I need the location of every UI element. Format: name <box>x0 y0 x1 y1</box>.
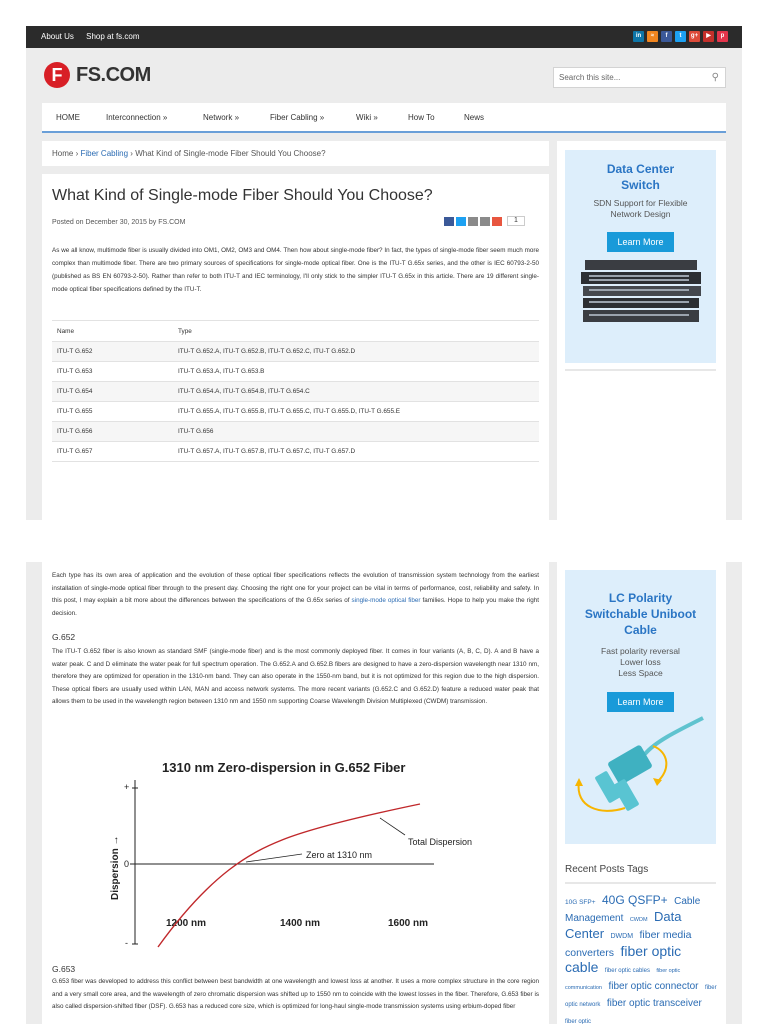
cell: ITU-T G.654.A, ITU-T G.654.B, ITU-T G.654.C <box>173 382 539 402</box>
tag-link[interactable]: 40G QSFP+ <box>601 893 668 907</box>
y-zero-label: 0 <box>124 859 130 869</box>
page-title: What Kind of Single-mode Fiber Should You Choose? <box>52 187 433 204</box>
tag-link[interactable]: Cable Management <box>565 896 701 924</box>
ad-sub-line: Less Space <box>618 668 663 678</box>
cell: ITU-T G.654 <box>52 382 173 402</box>
article-top <box>42 174 549 520</box>
lc-cable-product-image <box>565 712 716 816</box>
col-type: Type <box>173 321 539 342</box>
nav-wiki[interactable]: Wiki » <box>356 113 378 122</box>
y-minus-label: - <box>125 938 128 948</box>
ad-heading-line: Data Center <box>606 162 675 176</box>
table-row <box>52 442 539 462</box>
paragraph-intro-types <box>52 570 539 620</box>
ad-heading-line: Switch <box>621 178 660 192</box>
table-row <box>52 362 539 382</box>
share-count: 1 <box>507 216 525 226</box>
youtube-icon[interactable]: ▶ <box>703 31 714 42</box>
ad-heading <box>565 161 716 193</box>
share-print-icon[interactable] <box>480 217 490 226</box>
top-bar <box>26 26 742 48</box>
ad-data-center-switch[interactable] <box>565 150 716 363</box>
sidebar-divider <box>565 369 716 371</box>
search-box[interactable] <box>553 67 726 88</box>
breadcrumb-category[interactable]: Fiber Cabling <box>80 149 129 158</box>
site-name: FS.COM <box>76 63 151 86</box>
search-input[interactable]: Search this site... <box>559 73 621 82</box>
x-tick-1600: 1600 nm <box>388 918 429 929</box>
tag-link[interactable]: DWDM <box>610 933 634 940</box>
cell: ITU-T G.652.A, ITU-T G.652.B, ITU-T G.652.C, ITU-T G.652.D <box>173 342 539 362</box>
tag-link[interactable]: Data Center <box>565 909 682 941</box>
fs-logo-icon: F <box>44 62 70 88</box>
ad-lc-polarity-cable[interactable] <box>565 570 716 844</box>
social-icons <box>633 31 728 42</box>
ad-heading <box>565 590 716 638</box>
cell: ITU-T G.653 <box>52 362 173 382</box>
cell: ITU-T G.653.A, ITU-T G.653.B <box>173 362 539 382</box>
site-logo[interactable] <box>44 62 151 88</box>
tag-link[interactable]: CWDM <box>629 917 648 923</box>
nav-home[interactable]: HOME <box>56 113 80 122</box>
switch-product-image <box>565 258 716 338</box>
breadcrumb-sep: › <box>130 149 133 158</box>
single-mode-fiber-link[interactable]: single-mode optical fiber <box>351 597 421 604</box>
cell: ITU-T G.657 <box>52 442 173 462</box>
paragraph-g652: The ITU-T G.652 fiber is also known as standard SMF (single-mode fiber) and is the most commonly deployed fiber. It comes in four variants (A, B, C, D). A and B have a water peak. C and D eliminate the water peak for full spectrum operation. The G.652.A and G.652.B fibers are designed to have a zero-dispersion wavelength near 1310 nm, therefore they are optimized for operation in the 1310-nm band. They can also operate in the 1550-nm band, but it is not optimized for this region due to the high dispersion. These optical fibers are usually used within LAN, MAN and access network systems. The more recent variants (G.652.C and G.652.D) feature a reduced water peak that allows them to be used in the wavelength region between 1310 nm and 1550 nm supporting Coarse Wavelength Division Multiplexed (CWDM) transmission. <box>52 648 539 705</box>
cell: ITU-T G.655 <box>52 402 173 422</box>
share-twitter-icon[interactable] <box>456 217 466 226</box>
about-us-link[interactable]: About Us <box>41 32 74 41</box>
ad-sub-line: Fast polarity reversal <box>601 646 680 656</box>
learn-more-button[interactable]: Learn More <box>607 232 673 252</box>
spec-table <box>52 320 539 462</box>
tag-link[interactable]: fiber optic communication <box>565 968 681 991</box>
ad-sub-line: SDN Support for Flexible <box>593 198 688 208</box>
tag-link[interactable]: fiber optic transceiver <box>606 998 702 1009</box>
post-meta: Posted on December 30, 2015 by FS.COM <box>52 219 186 226</box>
breadcrumb-current: What Kind of Single-mode Fiber Should You Choose? <box>135 149 326 158</box>
recent-posts-tags-title: Recent Posts Tags <box>565 864 649 875</box>
ad-sub-line: Lower loss <box>620 657 661 667</box>
share-facebook-icon[interactable] <box>444 217 454 226</box>
tag-link[interactable]: fiber optic <box>565 1019 592 1024</box>
table-row <box>52 342 539 362</box>
heading-g652: G.652 <box>52 632 76 642</box>
tag-cloud <box>565 893 719 1024</box>
share-bar <box>444 216 525 226</box>
ad-heading-line: Switchable Uniboot <box>584 607 697 621</box>
table-row <box>52 402 539 422</box>
figure-ylabel: Dispersion → <box>110 835 121 900</box>
y-plus-label: + <box>124 782 130 792</box>
ad-heading-line: LC Polarity <box>608 591 673 605</box>
tag-link[interactable]: fiber optic cables <box>604 968 650 974</box>
x-tick-1400: 1400 nm <box>280 918 321 929</box>
dispersion-figure <box>62 752 482 957</box>
tag-link[interactable]: fiber optic connector <box>608 981 699 992</box>
rss-icon[interactable]: ≈ <box>647 31 658 42</box>
breadcrumb <box>42 141 549 166</box>
recent-divider <box>565 882 716 884</box>
ad-sub-line: Network Design <box>610 209 671 219</box>
zero-label-leader <box>246 854 302 862</box>
shop-link[interactable]: Shop at fs.com <box>86 32 140 41</box>
share-email-icon[interactable] <box>468 217 478 226</box>
nav-network[interactable]: Network » <box>203 113 240 122</box>
col-name: Name <box>52 321 173 342</box>
curve-label-leader <box>380 818 405 835</box>
learn-more-button[interactable]: Learn More <box>607 692 673 712</box>
search-icon[interactable]: ⚲ <box>711 72 719 83</box>
text: families. Hope to help you make the right decision. <box>52 597 539 617</box>
x-tick-1200: 1200 nm <box>166 918 207 929</box>
cell: ITU-T G.655.A, ITU-T G.655.B, ITU-T G.655.C, ITU-T G.655.D, ITU-T G.655.E <box>173 402 539 422</box>
ad-subtext <box>565 646 716 679</box>
pinterest-icon[interactable]: p <box>717 31 728 42</box>
google-plus-icon[interactable]: g+ <box>689 31 700 42</box>
nav-how-to[interactable]: How To <box>408 113 435 122</box>
zero-label: Zero at 1310 nm <box>306 850 373 860</box>
table-row <box>52 422 539 442</box>
intro-paragraph: As we all know, multimode fiber is usually divided into OM1, OM2, OM3 and OM4. Then how about single-mode fiber? In fact, the types of single-mode fiber seem much more complex than multimode fiber. There are two primary sources of specifications for single-mode optical fiber. One is the ITU-T G.65x series, and the other is IEC 60793-2-50 (published as BS EN 60793-2-50). Rather than refer to both ITU-T and IEC terminology, I'll only stick to the simpler ITU-T G.65x in this article. There are 19 different single-mode optical fiber specifications defined by the ITU-T. <box>52 247 539 293</box>
tag-link[interactable]: 10G SFP+ <box>565 899 596 906</box>
cell: ITU-T G.656 <box>173 422 539 442</box>
cell: ITU-T G.657.A, ITU-T G.657.B, ITU-T G.657.C, ITU-T G.657.D <box>173 442 539 462</box>
table-header <box>52 321 539 342</box>
linkedin-icon[interactable]: in <box>633 31 644 42</box>
tag-link[interactable]: fiber optic cable <box>565 943 682 975</box>
ad-subtext <box>565 198 716 220</box>
table-row <box>52 382 539 402</box>
breadcrumb-sep: › <box>75 149 79 158</box>
tag-link[interactable]: fiber optic network <box>565 985 717 1008</box>
heading-g653: G.653 <box>52 964 76 974</box>
tag-link[interactable]: fiber media converters <box>565 929 692 959</box>
share-plus-icon[interactable] <box>492 217 502 226</box>
breadcrumb-home[interactable]: Home <box>52 149 74 158</box>
main-nav <box>42 103 726 133</box>
facebook-icon[interactable]: f <box>661 31 672 42</box>
nav-news[interactable]: News <box>464 113 485 122</box>
curve-label: Total Dispersion <box>408 837 473 847</box>
nav-fiber-cabling[interactable]: Fiber Cabling » <box>270 113 325 122</box>
paragraph-g653: G.653 fiber was developed to address this conflict between best bandwidth at one wavelength and lowest loss at another. It uses a more complex structure in the core region and a very small core area, and the wavelength of zero chromatic dispersion was shifted up to 1550 nm to coincide with the lowest losses in the fiber. Therefore, G.653 fiber is also called dispersion-shifted fiber (DSF). G.653 has a reduced core size, which is optimized for long-haul single-mode transmission systems using erbium-doped fiber <box>52 978 539 1010</box>
figure-title: 1310 nm Zero-dispersion in G.652 Fiber <box>162 760 406 775</box>
text: Each type has its own area of application and the evolution of these optical fiber specifications reflects the evolution of transmission system technology from the earliest installation of single-mode optical fiber through to the present day. Choosing the right one for your project can be vital in terms of performance, cost, reliability and safety. In this post, I may explain a bit more about the differences between the specifications of the G.65x series of <box>52 572 539 604</box>
nav-interconnection[interactable]: Interconnection » <box>106 113 168 122</box>
twitter-icon[interactable]: t <box>675 31 686 42</box>
ad-heading-line: Cable <box>624 623 657 637</box>
cell: ITU-T G.652 <box>52 342 173 362</box>
cell: ITU-T G.656 <box>52 422 173 442</box>
